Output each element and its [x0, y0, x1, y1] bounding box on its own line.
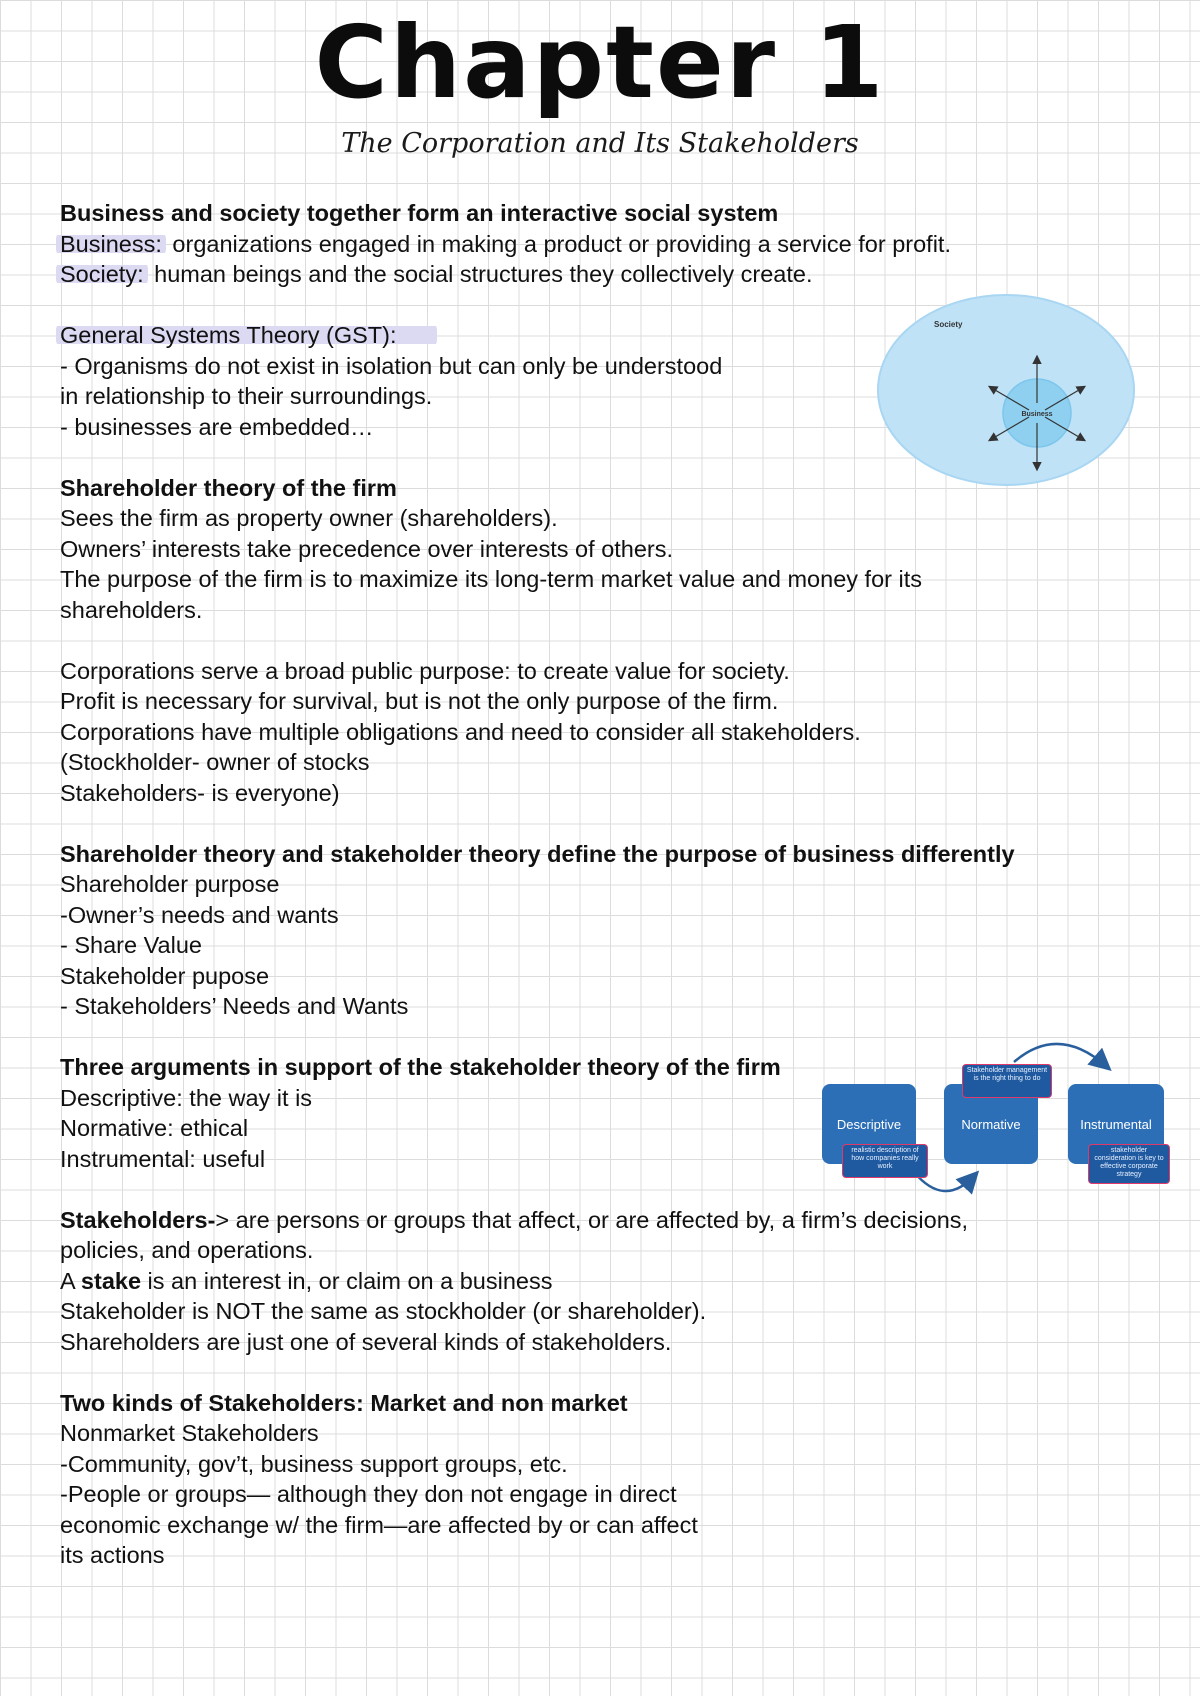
- stake-definition: [60, 1266, 1140, 1297]
- society-def-text: human beings and the social structures they collectively create.: [147, 261, 813, 287]
- society-term: Society:: [56, 261, 148, 287]
- gst-heading: General Systems Theory (GST):: [56, 322, 437, 348]
- shareholder-line: The purpose of the firm is to maximize its long-term market value and money for its: [60, 566, 922, 592]
- shareholder-line: Owners’ interests take precedence over interests of others.: [60, 535, 674, 562]
- note-instrumental: stakeholder consideration is key to effective corporate strategy: [1088, 1144, 1170, 1184]
- purpose-line: -Owner’s needs and wants: [60, 901, 339, 928]
- heading-purpose-differently: Shareholder theory and stakeholder theory define the purpose of business differently: [60, 840, 1015, 867]
- heading-interactive-social-system: Business and society together form an interactive social system: [60, 200, 779, 226]
- shareholder-line: shareholders.: [60, 596, 203, 623]
- society-business-diagram: [874, 285, 1138, 495]
- stakeholders-def-2: policies, and operations.: [60, 1237, 314, 1263]
- purpose-line: - Share Value: [60, 932, 202, 958]
- nonmarket-line: Nonmarket Stakeholders: [60, 1420, 319, 1446]
- nonmarket-line: -Community, gov’t, business support groups, etc.: [60, 1450, 568, 1477]
- heading-shareholder-theory: Shareholder theory of the firm: [60, 474, 397, 501]
- stake-post: is an interest in, or claim on a business: [141, 1267, 553, 1294]
- purpose-line: Shareholder purpose: [60, 871, 280, 897]
- stakeholders-def-1: > are persons or groups that affect, or are affected by, a firm’s decisions,: [215, 1206, 969, 1233]
- gst-line: - businesses are embedded…: [60, 413, 374, 440]
- argument-line: Instrumental: useful: [60, 1145, 266, 1172]
- corporations-line: Profit is necessary for survival, but is not the only purpose of the firm.: [60, 688, 779, 714]
- box-normative: Normative: [944, 1084, 1038, 1164]
- arrow-normative-to-instrumental: [1014, 1044, 1106, 1066]
- corporations-line: Corporations have multiple obligations and need to consider all stakeholders.: [60, 718, 861, 745]
- shareholder-line: Sees the firm as property owner (shareholders).: [60, 505, 558, 531]
- corporations-line: Stakeholders- is everyone): [60, 779, 340, 806]
- box-instrumental: Instrumental: [1068, 1084, 1164, 1164]
- note-descriptive: realistic description of how companies really work: [842, 1144, 928, 1178]
- page-subtitle: The Corporation and Its Stakeholders: [341, 128, 859, 159]
- corporations-line: Corporations serve a broad public purpose: to create value for society.: [60, 657, 790, 684]
- stakeholder-line: Shareholders are just one of several kinds of stakeholders.: [60, 1328, 672, 1355]
- stakeholders-term: Stakeholders-: [60, 1206, 216, 1233]
- business-term: Business:: [56, 231, 166, 257]
- nonmarket-line: its actions: [60, 1542, 165, 1568]
- business-definition: [60, 229, 1140, 260]
- society-ellipse: [878, 295, 1134, 485]
- argument-line: Normative: ethical: [60, 1115, 249, 1141]
- box-descriptive: Descriptive: [822, 1084, 916, 1164]
- stakeholder-line: Stakeholder is NOT the same as stockholder (or shareholder).: [60, 1298, 707, 1324]
- gst-line: in relationship to their surroundings.: [60, 383, 433, 409]
- heading-two-kinds: Two kinds of Stakeholders: Market and non market: [60, 1389, 628, 1416]
- society-label: Society: [934, 320, 963, 329]
- business-def-text: organizations engaged in making a product or providing a service for profit.: [165, 230, 951, 257]
- purpose-line: Stakeholder pupose: [60, 962, 270, 989]
- stakeholder-arguments-diagram: [818, 1032, 1170, 1212]
- business-label: Business: [1021, 411, 1053, 418]
- argument-line: Descriptive: the way it is: [60, 1084, 313, 1111]
- stake-term: stake: [80, 1267, 142, 1294]
- corporations-line: (Stockholder- owner of stocks: [60, 749, 370, 775]
- purpose-line: - Stakeholders’ Needs and Wants: [60, 993, 409, 1019]
- nonmarket-line: -People or groups— although they don not engage in direct: [60, 1481, 677, 1507]
- stake-pre: A: [60, 1267, 81, 1294]
- page-title: Chapter 1: [314, 4, 886, 121]
- gst-line: - Organisms do not exist in isolation but can only be understood: [60, 352, 723, 379]
- note-normative: Stakeholder management is the right thing to do: [962, 1064, 1052, 1098]
- nonmarket-line: economic exchange w/ the firm—are affected by or can affect: [60, 1511, 698, 1538]
- heading-three-arguments: Three arguments in support of the stakeholder theory of the firm: [60, 1054, 781, 1080]
